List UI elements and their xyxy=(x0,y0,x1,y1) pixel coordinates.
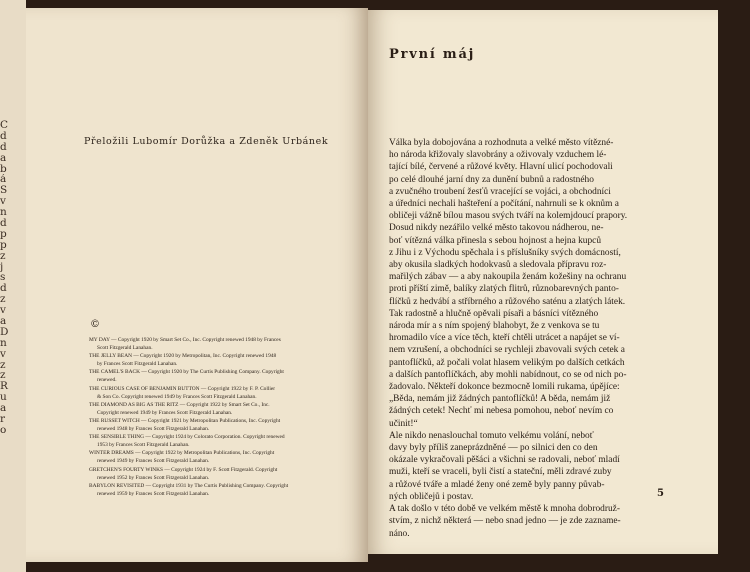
credit-line: THE JELLY BEAN — Copyright 1920 by Metropolitan, Inc. Copyright renewed 1948 xyxy=(89,353,277,360)
text-line: žádných cetek! Nechť mi nebesa pomohou, neboť nevím co xyxy=(389,406,614,417)
text-line: hromadilo více a více těch, kteří chtěli utrácet a napájet se ví- xyxy=(389,333,620,344)
text-line: Dosud nikdy nezářilo velké město takovou nádherou, ne- xyxy=(389,223,604,234)
credit-line: renewed 1949 by Frances Scott Fitzgerald Lanahan. xyxy=(97,458,210,465)
edge-letter: b xyxy=(0,163,7,175)
text-line: učinit!“ xyxy=(389,418,418,429)
edge-letter: a xyxy=(0,316,7,327)
edge-letter: u xyxy=(0,392,7,404)
edge-letter: d xyxy=(0,141,7,153)
credit-line: by Frances Scott Fitzgerald Lanahan. xyxy=(97,361,178,368)
edge-letter: o xyxy=(0,424,7,436)
text-line: boť vítězná válka přinesla s sebou hojnost a hejna kupců xyxy=(389,235,602,246)
credit-line: THE DIAMOND AS BIG AS THE RITZ — Copyright 1922 by Smart Set Co., Inc. xyxy=(89,401,270,408)
copyright-symbol: © xyxy=(90,319,100,330)
chapter-body-text xyxy=(389,137,677,540)
text-line: Válka byla dobojována a rozhodnuta a velké město vítězné- xyxy=(389,138,614,148)
edge-letter: n xyxy=(0,207,7,219)
edge-letter: v xyxy=(0,305,6,317)
text-line: Tak radostně a hlučně opěvali písaři a básníci vítězného xyxy=(389,308,599,319)
text-line: a zvučného troubení žesťů vracející se vojáci, a obchodníci xyxy=(389,186,611,197)
edge-letter: d xyxy=(0,130,7,142)
edge-letter: d xyxy=(0,283,7,295)
edge-letter: p xyxy=(0,239,7,251)
text-line: obličeji vážně bílou masou svých tváří na kolemjdoucí prapory. xyxy=(389,211,628,222)
text-line: národa mír a s ním spojený blahobyt, že z venkova se tu xyxy=(389,321,600,332)
credit-line: Scott Fitzgerald Lanahan. xyxy=(97,345,153,352)
edge-letter: z xyxy=(0,370,6,382)
text-line: proti příští zimě, balíky zlatých flitrů, různobarevných panto- xyxy=(389,284,619,295)
text-line: a dalších pantoflíčkách, aby mohli nabídnout, co se od nich po- xyxy=(389,369,627,380)
adjacent-page-letters xyxy=(0,120,16,436)
text-line: a růžové tváře a mladé ženy oné země byly panny půvab- xyxy=(389,479,605,490)
text-line: ho národa křižovaly slavobrány a oživovaly vzduchem lé- xyxy=(389,150,607,161)
text-line: okázale vykračovali pěšáci a všichni se radovali, neboť mladí xyxy=(389,455,620,466)
credit-line: THE RUSSET WITCH — Copyright 1921 by Metropolitan Publications, Inc. Copyright xyxy=(89,417,281,424)
edge-letter: n xyxy=(0,337,7,349)
edge-letter: D xyxy=(0,326,9,338)
text-line: tající bílé, červené a růžové květy. Hlavní ulicí pochodovali xyxy=(389,162,613,173)
credit-line: THE CURIOUS CASE OF BENJAMIN BUTTON — Copyright 1922 by F. P. Collier xyxy=(89,385,276,392)
edge-letter: z xyxy=(0,250,6,262)
background-border xyxy=(718,0,750,572)
page-number: 5 xyxy=(657,488,664,499)
text-line: náno. xyxy=(389,528,410,539)
credit-line: WINTER DREAMS — Copyright 1922 by Metropolitan Publications, Inc. Copyright xyxy=(89,450,275,457)
text-line: flíčků z hedvábí a stříbrného a růžového saténu a zlatých látek. xyxy=(389,296,626,307)
edge-letter: z xyxy=(0,359,6,371)
edge-letter: C xyxy=(0,120,9,131)
credit-line: MY DAY — Copyright 1920 by Smart Set Co., Inc. Copyright renewed 1948 by Frances xyxy=(89,337,281,343)
text-line: pantoflíčků, až počali volat hlasem velikým po dalších cetkách xyxy=(389,357,625,368)
credit-line: renewed. xyxy=(97,377,117,384)
edge-letter: z xyxy=(0,294,6,306)
text-line: davy byly příliš zaneprázdněné — po silnici den co den xyxy=(389,443,598,454)
text-line: „Běda, nemám již žádných pantoflíčků! A běda, nemám již xyxy=(389,394,611,405)
text-line: aby okusila sladkých hodokvasů a sledovala přípravu roz- xyxy=(389,260,607,271)
text-line: muži, kteří se vraceli, byli čistí a stateční, měli zdravé zuby xyxy=(389,467,612,478)
edge-letter: v xyxy=(0,196,6,208)
text-line: stvím, z nichž některá — nebo snad jedno — je zde zazname- xyxy=(389,516,621,527)
text-line: z Jihu i z Východu spěchala i s příslušníky svých domácností, xyxy=(389,247,621,258)
edge-letter: s xyxy=(0,272,6,284)
text-line: po celé dlouhé jarní dny za dunění bubnů a radostného xyxy=(389,174,594,185)
credit-line: renewed 1959 by Frances Scott Fitzgerald Lanahan. xyxy=(97,490,210,497)
credit-line: THE CAMEL'S BACK — Copyright 1920 by The Curtis Publishing Company. Copyright xyxy=(89,369,284,376)
edge-letter: a xyxy=(0,152,7,164)
text-line: ných obličejů i postav. xyxy=(389,491,474,502)
copyright-credits xyxy=(89,336,359,498)
edge-letter: S xyxy=(0,185,8,197)
edge-letter: a xyxy=(0,403,7,415)
edge-letter: á xyxy=(0,174,7,186)
edge-letter: j xyxy=(0,261,4,273)
credit-line: & Son Co. Copyright renewed 1949 by Frances Scott Fitzgerald Lanahan. xyxy=(97,393,257,400)
credit-line: renewed 1952 by Frances Scott Fitzgerald Lanahan. xyxy=(97,474,210,481)
text-line: nem vzrušení, a obchodníci se rychleji zbavovali svých cetek a xyxy=(389,345,625,356)
chapter-title: První máj xyxy=(389,47,476,62)
edge-letter: r xyxy=(0,414,6,425)
text-line: žadovalo. Někteří dokonce bezmocně lomili rukama, úpějíce: xyxy=(389,382,620,393)
edge-letter: p xyxy=(0,228,7,240)
edge-letter: d xyxy=(0,218,7,229)
credit-line: renewed 1948 by Frances Scott Fitzgerald Lanahan. xyxy=(97,426,210,433)
credit-line: GRETCHEN'S FOURTY WINKS — Copyright 1924 by F. Scott Fitzgerald. Copyright xyxy=(89,466,278,473)
credit-line: Copyright renewed 1949 by Frances Scott Fitzgerald Lanahan. xyxy=(97,409,233,416)
credit-line: 1953 by Frances Scott Fitzgerald Lanahan. xyxy=(97,442,190,449)
edge-letter: R xyxy=(0,381,8,393)
text-line: mařilých zábav — a aby nakoupila ženám kožešiny na ochranu xyxy=(389,272,627,283)
credit-line: THE SENSIBLE THING — Copyright 1924 by Colorato Corporation. Copyright renewed xyxy=(89,434,285,441)
edge-letter: v xyxy=(0,348,6,360)
text-line: A tak došlo v této době ve velkém městě k mnoha dobrodruž- xyxy=(389,504,620,515)
translators-credit: Přeložili Lubomír Dorůžka a Zdeněk Urbánek xyxy=(84,136,329,147)
credit-line: BABYLON REVISITED — Copyright 1931 by The Curtis Publishing Company. Copyright xyxy=(89,482,289,489)
text-line: Ale nikdo nenaslouchal tomuto velkému volání, neboť xyxy=(389,430,594,441)
text-line: a úředníci nechali hašteření a počítání, nahrnuli se k oknům a xyxy=(389,199,619,210)
